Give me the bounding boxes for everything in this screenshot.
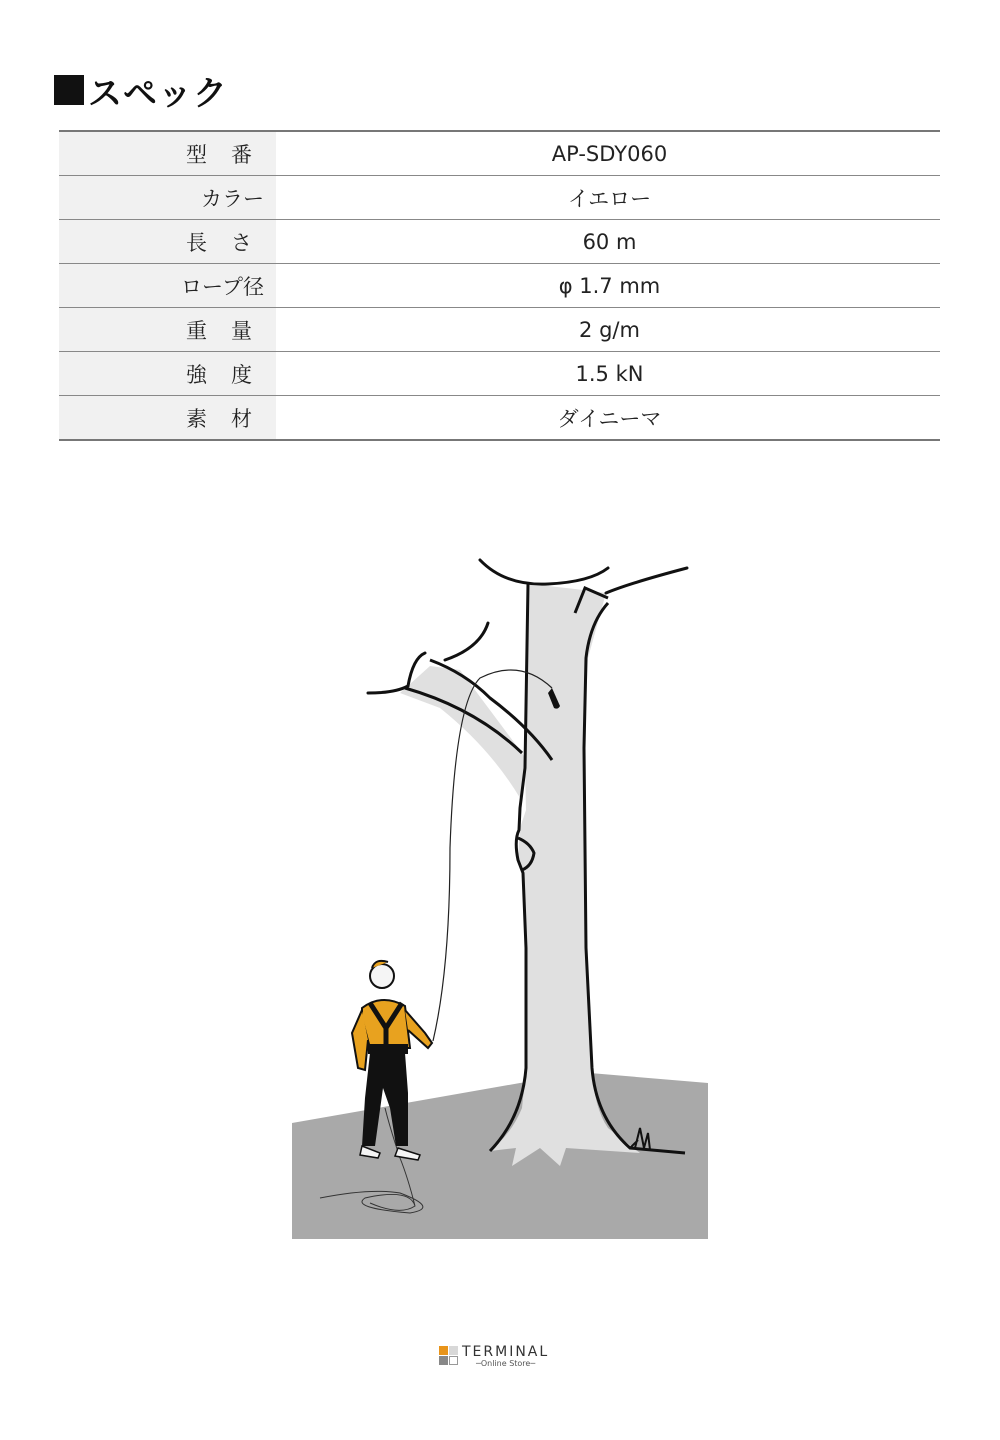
spec-row-weight [59,308,940,352]
spec-row-diameter [59,264,940,308]
spec-table [59,130,940,441]
spec-heading-text: スペック [88,73,228,114]
spec-value-diameter: φ 1.7 mm [558,273,661,298]
trunk-outline-right [584,603,685,1153]
spec-value-weight: 2 g/m [579,317,640,342]
spec-value-strength: 1.5 kN [575,361,644,386]
tree-branch-left [400,666,528,798]
spec-value-length: 60 m [582,229,637,254]
spec-label-model: 型番 [59,132,276,175]
spec-label-weight: 重量 [59,308,276,351]
black-square-icon [54,75,84,105]
canopy-top-right [606,568,687,593]
spec-row-color [59,176,940,220]
logo-subtitle: ─Online Store─ [476,1358,536,1368]
canopy-top [480,560,608,584]
spec-label-length: 長さ [59,220,276,263]
logo-name: TERMINAL [462,1343,550,1360]
terminal-logo [439,1344,549,1368]
spec-row-material [59,396,940,441]
spec-label-color: カラー [59,176,276,219]
spec-value-model: AP-SDY060 [551,141,668,166]
spec-row-model [59,132,940,176]
tree-throwline-illustration [290,548,710,1243]
canopy-left-upper [445,623,488,660]
terminal-logo-mark-icon [439,1346,459,1366]
spec-value-material: ダイニーマ [557,406,662,431]
spec-label-strength: 強度 [59,352,276,395]
spec-value-color: イエロー [567,186,652,211]
spec-label-diameter: ロープ径 [59,264,276,307]
spec-label-material: 素材 [59,396,276,439]
ground [292,1073,708,1239]
spec-row-strength [59,352,940,396]
spec-row-length [59,220,940,264]
trunk-outline-left [490,584,528,1151]
spec-heading [54,66,228,114]
